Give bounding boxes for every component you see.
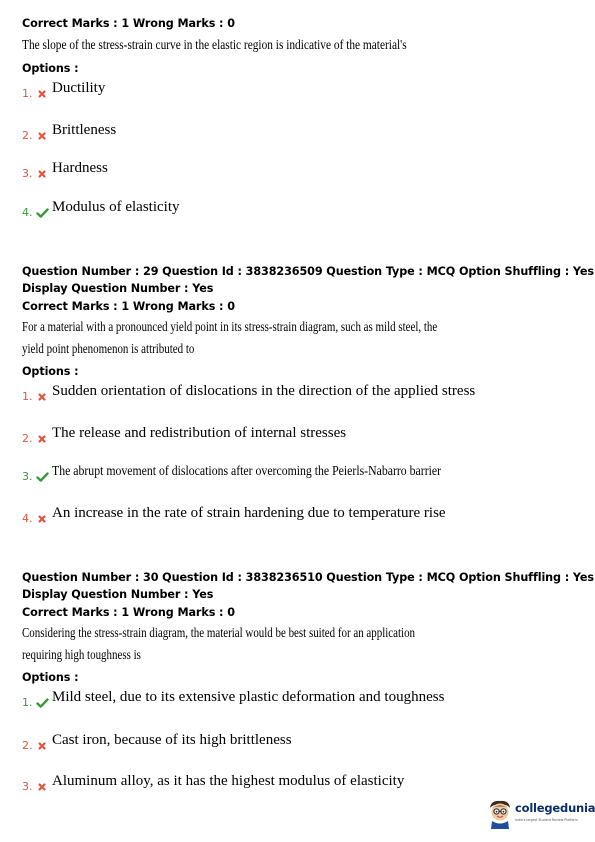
option-text: Ductility [52, 79, 106, 96]
option-text: Sudden orientation of dislocations in the direction of the applied stress [52, 382, 476, 399]
question-text: The slope of the stress-strain curve in the elastic region is indicative of the material's [22, 37, 407, 52]
display-question-number: Display Question Number : Yes [22, 588, 214, 601]
brand-tagline: India's largest Student Review Platform [515, 818, 578, 822]
option-text: The abrupt movement of dislocations after overcoming the Peierls-Nabarro barrier [52, 463, 442, 478]
option-item [22, 197, 180, 217]
option-number: 2. [22, 738, 33, 752]
option-text: The release and redistribution of internal stresses [52, 424, 347, 441]
option-item [22, 423, 346, 443]
cross-icon [36, 430, 48, 442]
cross-icon [36, 85, 48, 97]
cross-icon [36, 127, 48, 139]
option-number: 2. [22, 128, 33, 142]
collegedunia-logo [487, 797, 595, 835]
option-text: Brittleness [52, 121, 117, 138]
option-number: 1. [22, 86, 33, 100]
option-text: Mild steel, due to its extensive plastic deformation and toughness [52, 688, 445, 705]
cross-icon [36, 737, 48, 749]
marks-line: Correct Marks : 1 Wrong Marks : 0 [22, 606, 235, 619]
option-number: 3. [22, 469, 33, 483]
mascot-icon [487, 799, 513, 833]
option-item [22, 461, 494, 481]
option-item [22, 381, 475, 401]
cross-icon [36, 778, 48, 790]
cross-icon [36, 388, 48, 400]
option-number: 4. [22, 511, 33, 525]
check-icon [36, 468, 48, 480]
options-label: Options : [22, 62, 79, 75]
option-item [22, 771, 404, 791]
question-header: Question Number : 30 Question Id : 3838236510 Question Type : MCQ Option Shuffling : Yes [22, 571, 594, 584]
option-item [22, 730, 292, 750]
question-text: yield point phenomenon is attributed to [22, 341, 195, 356]
options-label: Options : [22, 365, 79, 378]
display-question-number: Display Question Number : Yes [22, 282, 214, 295]
option-item [22, 687, 444, 707]
option-number: 2. [22, 431, 33, 445]
check-icon [36, 204, 48, 216]
question-header: Question Number : 29 Question Id : 3838236509 Question Type : MCQ Option Shuffling : Yes [22, 265, 594, 278]
options-label: Options : [22, 671, 79, 684]
option-item [22, 158, 108, 178]
option-number: 1. [22, 389, 33, 403]
option-text: Cast iron, because of its high brittleness [52, 731, 292, 748]
marks-line: Correct Marks : 1 Wrong Marks : 0 [22, 300, 235, 313]
option-number: 3. [22, 166, 33, 180]
option-number: 3. [22, 779, 33, 793]
brand-name: collegedunia [515, 801, 595, 815]
option-text: An increase in the rate of strain hardening due to temperature rise [52, 504, 446, 521]
option-item [22, 78, 105, 98]
option-text: Hardness [52, 159, 108, 176]
marks-line: Correct Marks : 1 Wrong Marks : 0 [22, 17, 235, 30]
option-text: Modulus of elasticity [52, 198, 180, 215]
option-item [22, 120, 116, 140]
option-item [22, 503, 446, 523]
question-text: requiring high toughness is [22, 647, 141, 662]
cross-icon [36, 165, 48, 177]
question-text: For a material with a pronounced yield point in its stress-strain diagram, such as mild steel, the [22, 319, 438, 334]
option-text: Aluminum alloy, as it has the highest modulus of elasticity [52, 772, 405, 789]
option-number: 1. [22, 695, 33, 709]
cross-icon [36, 510, 48, 522]
option-number: 4. [22, 205, 33, 219]
question-text: Considering the stress-strain diagram, the material would be best suited for an application [22, 625, 416, 640]
check-icon [36, 694, 48, 706]
